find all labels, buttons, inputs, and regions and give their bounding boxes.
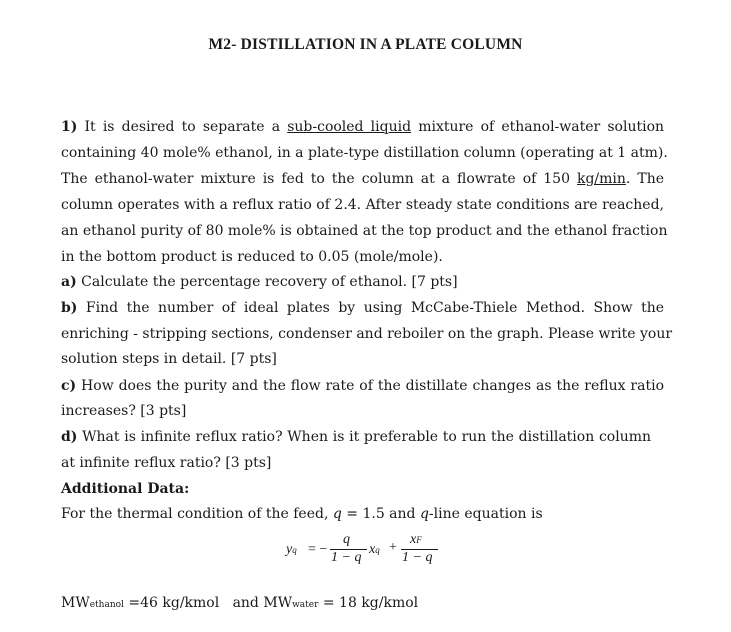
eq-plus: + — [389, 540, 397, 555]
page-title: M2- DISTILLATION IN A PLATE COLUMN — [208, 36, 523, 53]
question-b-line-2: enriching - stripping sections, condenser and reboiler on the graph. Please write your — [61, 326, 673, 342]
q1-line-5: an ethanol purity of 80 mole% is obtained at the top product and the ethanol fraction — [61, 223, 668, 239]
eq-num-2: xF — [410, 532, 422, 547]
question-b-line-3: solution steps in detail. [7 pts] — [61, 351, 277, 367]
q1-line-2: containing 40 mole% ethanol, in a plate-type distillation column (operating at 1 atm). — [61, 145, 668, 161]
eq-den-2: 1 − q — [402, 550, 433, 565]
question-d-line-2: at infinite reflux ratio? [3 pts] — [61, 455, 272, 471]
eq-x: xq — [369, 542, 380, 557]
q1-line-3: The ethanol-water mixture is fed to the column at a flowrate of 150 kg/min. The — [61, 171, 664, 187]
question-c-line-2: increases? [3 pts] — [61, 403, 187, 419]
q1-line-1: 1) It is desired to separate a sub-cooled liquid mixture of ethanol-water solution — [61, 119, 665, 135]
feed-condition-text: For the thermal condition of the feed, q = 1.5 and q-line equation is — [61, 506, 543, 522]
molecular-weights: MWethanol =46 kg/kmol and MWwater = 18 kg/kmol — [61, 595, 419, 611]
q1-line-4: column operates with a reflux ratio of 2.4. After steady state conditions are reached, — [61, 197, 664, 213]
question-c-line-1: c) How does the purity and the flow rate of the distillate changes as the reflux ratio — [61, 378, 664, 394]
q1-number: 1) — [61, 119, 78, 135]
question-b-line-1: b) Find the number of ideal plates by using McCabe-Thiele Method. Show the — [61, 300, 664, 316]
eq-den-1: 1 − q — [331, 550, 362, 565]
eq-num-1: q — [343, 532, 350, 547]
question-d-line-1: d) What is infinite reflux ratio? When is it preferable to run the distillation column — [61, 429, 651, 445]
flowrate-unit: kg/min — [576, 171, 626, 187]
additional-data-heading: Additional Data: — [61, 481, 190, 497]
subcooled-liquid-term: sub-cooled liquid — [287, 119, 412, 135]
q1-line-6: in the bottom product is reduced to 0.05 (mole/mole). — [61, 249, 443, 265]
question-a: a) Calculate the percentage recovery of ethanol. [7 pts] — [61, 274, 458, 290]
eq-equals-minus: = − — [308, 542, 328, 557]
q-line-equation — [286, 532, 446, 568]
eq-lhs: yq — [286, 542, 297, 557]
